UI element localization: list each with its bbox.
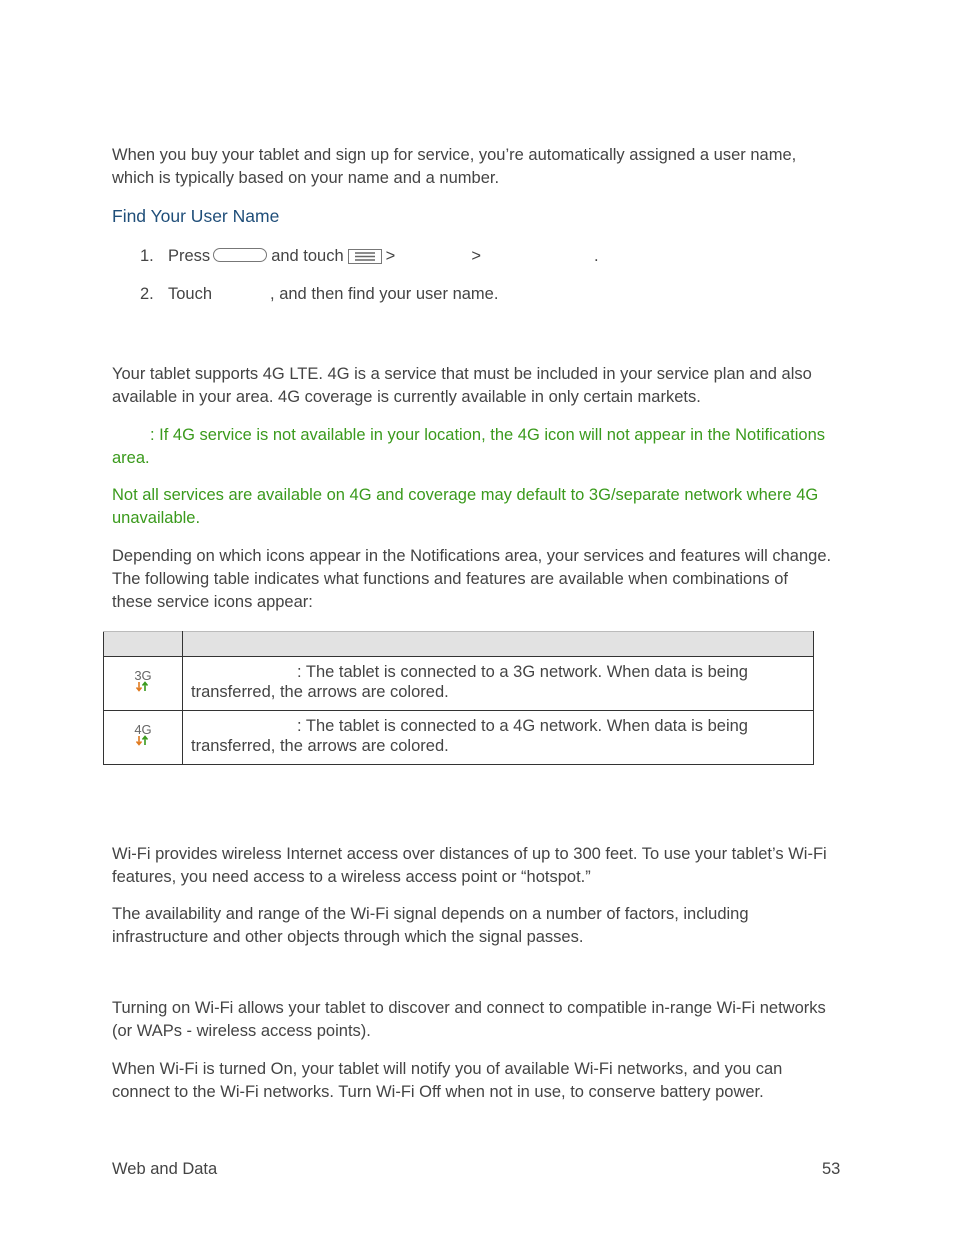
depending-paragraph: Depending on which icons appear in the Notifications area, your services and features will change. The following table indicates what functions and features are available when combinations of these service icons appear: (112, 547, 832, 611)
table-row (104, 657, 814, 711)
home-key-icon (213, 248, 267, 262)
step-1 (140, 245, 599, 271)
step-text-press: Press (168, 247, 211, 265)
4g-icon (132, 721, 154, 747)
table-desc-cell (183, 657, 814, 711)
svg-text:4G: 4G (134, 722, 152, 737)
step-text-touch: Touch (168, 285, 213, 303)
service-icons-table (103, 631, 814, 765)
table-icon-cell (104, 711, 183, 765)
step-separator: > (471, 247, 481, 265)
table-header-row (104, 632, 814, 657)
table-row (104, 711, 814, 765)
table-header-cell (183, 632, 814, 657)
footer-page-number: 53 (822, 1160, 841, 1178)
step-period: . (593, 247, 599, 265)
footer-section-name: Web and Data (112, 1160, 218, 1178)
table-icon-cell (104, 657, 183, 711)
table-desc-cell (183, 711, 814, 765)
table-desc-text: : The tablet is connected to a 3G network. When data is being transferred, the arrows are colored. (191, 663, 748, 701)
step-number: 2. (140, 285, 154, 303)
lte-note: : If 4G service is not available in your location, the 4G icon will not appear in the Notifications area. (112, 426, 826, 467)
step-number: 1. (140, 247, 154, 265)
step-text-and-touch: and touch (271, 247, 344, 265)
wifi-paragraph-3: Turning on Wi-Fi allows your tablet to discover and connect to compatible in-range Wi-Fi networks (or WAPs - wireless access points). (112, 999, 826, 1040)
svg-text:3G: 3G (134, 668, 152, 683)
find-user-name-heading: Find Your User Name (112, 206, 280, 226)
step-separator: > (385, 247, 396, 265)
step-2 (140, 283, 498, 306)
wifi-paragraph-2: The availability and range of the Wi-Fi signal depends on a number of factors, including infrastructure and other objects through which the signal passes. (112, 905, 749, 946)
menu-icon (348, 248, 382, 271)
lte-note-2: Not all services are available on 4G and coverage may default to 3G/separate network where 4G unavailable. (112, 486, 819, 527)
wifi-paragraph-4: When Wi-Fi is turned On, your tablet will notify you of available Wi-Fi networks, and you can connect to the Wi-Fi networks. Turn Wi-Fi Off when not in use, to conserve battery power. (112, 1060, 783, 1101)
intro-paragraph: When you buy your tablet and sign up for service, you’re automatically assigned a user name, which is typically based on your name and a number. (112, 146, 797, 187)
table-desc-text: : The tablet is connected to a 4G network. When data is being transferred, the arrows are colored. (191, 717, 748, 755)
wifi-paragraph-1: Wi-Fi provides wireless Internet access over distances of up to 300 feet. To use your tablet’s Wi-Fi features, you need access to a wireless access point or “hotspot.” (112, 845, 827, 886)
table-header-cell (104, 632, 183, 657)
3g-icon (132, 667, 154, 693)
lte-paragraph: Your tablet supports 4G LTE. 4G is a service that must be included in your service plan and also available in your area. 4G coverage is currently available in only certain markets. (112, 365, 812, 406)
step-text-rest: , and then find your user name. (270, 285, 499, 303)
